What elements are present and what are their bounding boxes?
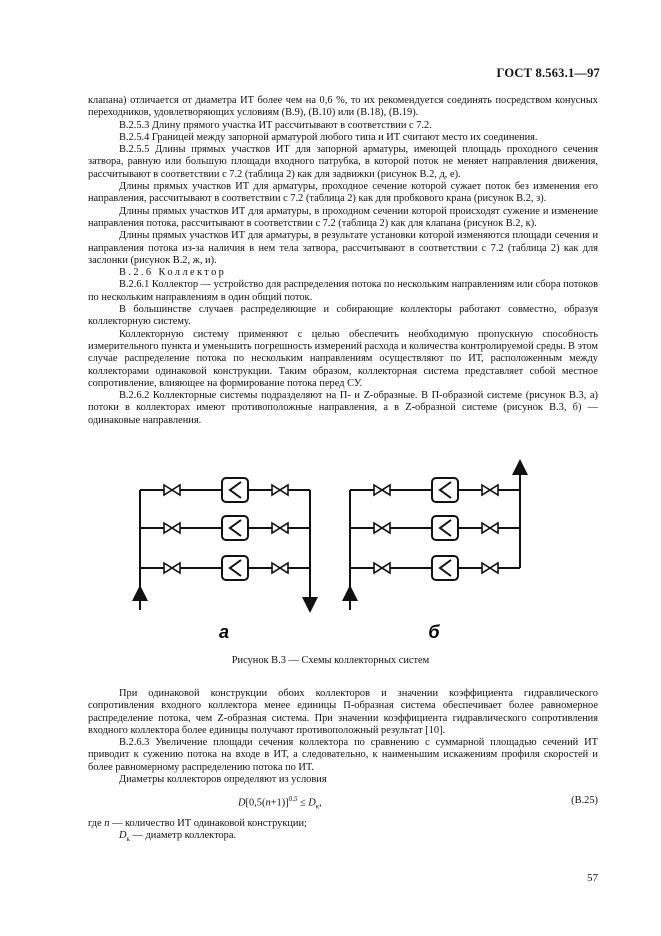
flow-meter-icon: [432, 556, 458, 580]
page-number: 57: [587, 872, 598, 884]
valve-icon: [272, 563, 288, 573]
valve-icon: [374, 523, 390, 533]
body-text-top: [88, 95, 598, 427]
paragraph: В.2.6.1 Коллектор — устройство для распределения потока по нескольким направлениям или сбора потоков по нескольким направлениям в один общий поток.: [88, 279, 598, 303]
pipeline-row: [350, 516, 520, 540]
paragraph: В.2.5.4 Границей между запорной арматурой любого типа и ИТ считают место их соединения.: [119, 131, 538, 143]
paragraph: В.2.6.2 Коллекторные системы подразделяют на П- и Z-образные. В П-образной системе (рисунок В.3, а) потоки в коллекторах имеют противоположные направления, а в Z-образной системе (рисунок В.3, б) — одинаковые направления.: [88, 390, 598, 426]
paragraph: В.2.5.5 Длины прямых участков ИТ для запорной арматуры, имеющей площадь проходного сечения затвора, равную или большую площади входного патрубка, в которой поток не меняет направления движения, рассчитывают в соответствии с 7.2 (таблица 2) как для задвижки (рисунок В.2, д, е).: [88, 144, 598, 180]
flow-meter-icon: [222, 478, 248, 502]
flow-meter-icon: [222, 516, 248, 540]
valve-icon: [482, 563, 498, 573]
formula-number: (В.25): [571, 795, 598, 806]
valve-icon: [272, 485, 288, 495]
where-line-dk: $D_к$ — диаметр коллектора.: [119, 830, 237, 844]
pipeline-row: [350, 478, 520, 502]
label-b: б: [428, 622, 440, 642]
valve-icon: [374, 563, 390, 573]
document-header: ГОСТ 8.563.1—97: [496, 66, 600, 80]
valve-icon: [164, 523, 180, 533]
paragraph: Коллекторную систему применяют с целью обеспечить необходимую пропускную способность измерительного пункта и уменьшить погрешность измерений расхода и количества контролируемой среды. В этом случае распределение потока по нескольким направлениям осуществляют по ИТ, расположенным между коллекторами одинаковой конструкции. Таким образом, коллекторная система представляет собой местное сопротивление, влияющее на формирование потока перед СУ.: [88, 328, 598, 389]
where-block: [88, 818, 598, 846]
paragraph: В.2.6.3 Увеличение площади сечения коллектора по сравнению с суммарной площадью сечений ИТ приводит к сужению потока на входе в ИТ, а следовательно, к наименьшим искажениям профиля скоростей и более равномерному распределению потока по ИТ.: [88, 737, 598, 773]
valve-icon: [164, 563, 180, 573]
scheme-a: [140, 478, 310, 642]
scheme-b: [350, 467, 520, 642]
paragraph: В.2.5.3 Длину прямого участка ИТ рассчитывают в соответствии с 7.2.: [119, 119, 432, 131]
formula-b25: [88, 795, 598, 809]
paragraph: Длины прямых участков ИТ для арматуры, проходное сечение которой сужает поток без изменения его направления, рассчитывают в соответствии с 7.2 (таблица 2) как для пробкового крана (рисунок В.2, з).: [88, 181, 598, 205]
collector-schemes-figure: [120, 455, 540, 645]
pipeline-row: [140, 556, 310, 580]
paragraph: В большинстве случаев распределяющие и собирающие коллекторы работают совместно, образуя коллекторную систему.: [88, 304, 598, 328]
figure-caption: Рисунок В.3 — Схемы коллекторных систем: [231, 655, 430, 666]
paragraph: Длины прямых участков ИТ для арматуры, в проходном сечении которой происходят сужение и изменение направления потока, рассчитывают в соответствии с 7.2 (таблица 2) как для клапана (рисунок В.2, к).: [88, 205, 598, 229]
valve-icon: [374, 485, 390, 495]
paragraph: При одинаковой конструкции обоих коллекторов и значении коэффициента гидравлического сопротивления входного коллектора менее единицы П-образная система обеспечивает более равномерное распределение потока, чем Z-образная система. При значении коэффициента гидравлического сопротивления входного коллектора более единицы получают противоположный результат [10].: [88, 688, 598, 736]
flow-meter-icon: [432, 478, 458, 502]
pipeline-row: [140, 516, 310, 540]
body-text-bottom: [88, 688, 598, 786]
paragraph: клапана) отличается от диаметра ИТ более чем на 0,6 %, то их рекомендуется соединять посредством конусных переходников, удовлетворяющих условиям (В.9), (В.10) или (В.18), (В.19).: [88, 95, 598, 119]
pipeline-row: [350, 556, 520, 580]
paragraph: Диаметры коллекторов определяют из условия: [119, 774, 327, 786]
flow-meter-icon: [222, 556, 248, 580]
paragraph: Длины прямых участков ИТ для арматуры, в результате установки которой изменяются площади сечения и направления потока из-за наличия в нем тела затвора, рассчитывают в соответствии с 7.2 (таблица 2) как для заслонки (рисунок В.2, ж, и).: [88, 230, 598, 266]
flow-meter-icon: [432, 516, 458, 540]
valve-icon: [482, 485, 498, 495]
pipeline-row: [140, 478, 310, 502]
valve-icon: [164, 485, 180, 495]
label-a: а: [218, 622, 230, 642]
where-line-n: где n — количество ИТ одинаковой конструкции;: [88, 818, 307, 829]
valve-icon: [482, 523, 498, 533]
formula-expression: $D[0,5(n+1)]^{0,5} \le D_к$,: [238, 795, 322, 811]
section-heading: В.2.6 Коллектор: [119, 267, 227, 279]
valve-icon: [272, 523, 288, 533]
